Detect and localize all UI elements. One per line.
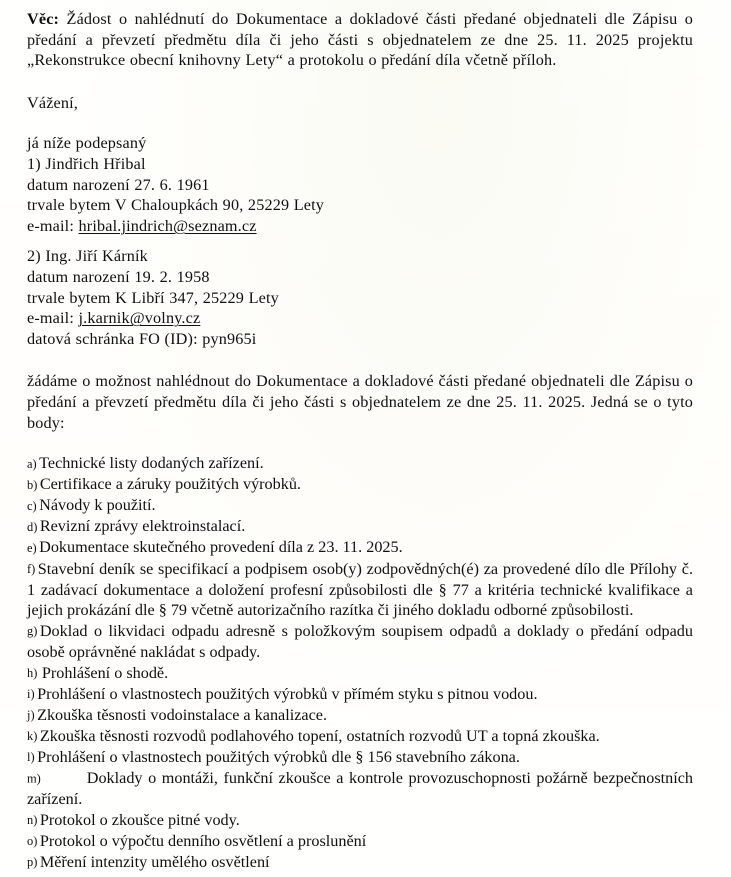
requested-documents-list xyxy=(27,453,693,873)
email-link[interactable]: hribal.jindrich@seznam.cz xyxy=(78,216,257,235)
list-marker: d) xyxy=(27,519,38,534)
list-item xyxy=(27,621,693,663)
list-item-text: Protokol o výpočtu denního osvětlení a proslunění xyxy=(39,831,367,850)
list-item xyxy=(27,537,693,558)
list-marker: o) xyxy=(27,834,38,849)
list-item xyxy=(27,453,693,474)
list-marker: i) xyxy=(27,687,35,702)
signatory-birthdate: datum narození 27. 6. 1961 xyxy=(27,175,210,194)
spacer xyxy=(27,113,693,133)
list-item-text: Doklad o likvidaci odpadu adresně s položkovým soupisem odpadů a doklady o předání odpadu osobě oprávněné nakládat s odpady. xyxy=(27,621,693,661)
list-marker: l) xyxy=(27,750,35,765)
list-item-text: Dokumentace skutečného provedení díla z 23. 11. 2025. xyxy=(39,538,403,557)
list-item xyxy=(27,516,693,537)
list-item-text: Revizní zprávy elektroinstalací. xyxy=(39,517,246,536)
signatory-birthdate: datum narození 19. 2. 1958 xyxy=(27,267,210,286)
list-marker: p) xyxy=(27,855,38,870)
signatory-block xyxy=(27,246,693,349)
list-item-text: Prohlášení o vlastnostech použitých výrobků dle § 156 stavebního zákona. xyxy=(37,747,520,766)
signatory-name: 1) Jindřich Hřibal xyxy=(27,154,146,173)
signatory-email-line xyxy=(27,308,693,329)
list-item xyxy=(27,474,693,495)
list-item xyxy=(27,852,693,873)
signatory-name: 2) Ing. Jiří Kárník xyxy=(27,247,148,266)
list-item xyxy=(27,705,693,726)
signatory-block xyxy=(27,133,693,236)
list-marker: j) xyxy=(27,708,35,723)
list-item-text: Návody k použití. xyxy=(39,496,156,515)
salutation: Vážení, xyxy=(27,93,79,112)
list-marker: a) xyxy=(27,456,37,471)
list-marker: n) xyxy=(27,813,38,828)
list-item xyxy=(27,747,693,768)
signatory-databox: datová schránka FO (ID): pyn965i xyxy=(27,329,257,348)
list-item xyxy=(27,495,693,516)
list-marker: k) xyxy=(27,729,38,744)
list-item xyxy=(27,559,693,621)
list-marker: e) xyxy=(27,540,37,555)
list-item xyxy=(27,831,693,852)
list-item-text: Technické listy dodaných zařízení. xyxy=(39,454,264,473)
spacer xyxy=(27,236,693,246)
spacer xyxy=(27,71,693,93)
signatory-address: trvale bytem K Libří 347, 25229 Lety xyxy=(27,288,279,307)
list-marker: f) xyxy=(27,562,36,577)
email-link[interactable]: j.karnik@volny.cz xyxy=(78,309,201,328)
list-item-text: Doklady o montáži, funkční zkoušce a kontrole provozuschopnosti požárně bezpečnostních zařízení. xyxy=(27,769,693,809)
list-item-text: Stavební deník se specifikací a podpisem osob(y) zodpovědných(é) za provedené dílo dle Přílohy č. 1 zadávací dokumentace a doložení profesní způsobilosti dle § 77 a kritéria technické kvalifikace a jejich prokázání dle § 79 včetně autorizačního razítka či jiného dokladu odborné způsobilosti. xyxy=(27,559,693,620)
list-item-text: Prohlášení o shodě. xyxy=(41,663,169,682)
list-item-text: Zkouška těsnosti rozvodů podlahového topení, ostatních rozvodů UT a topná zkouška. xyxy=(39,726,600,745)
list-item-text: Zkouška těsnosti vodoinstalace a kanalizace. xyxy=(37,705,327,724)
spacer xyxy=(27,349,693,371)
list-marker: b) xyxy=(27,477,38,492)
list-item xyxy=(27,768,693,810)
subject-label: Věc: xyxy=(27,10,60,28)
list-item-text: Certifikace a záruky použitých výrobků. xyxy=(39,475,301,494)
list-item xyxy=(27,663,693,684)
list-item xyxy=(27,810,693,831)
subject-line xyxy=(27,9,693,71)
spacer xyxy=(27,433,693,453)
list-marker: g) xyxy=(27,624,38,639)
list-marker: m) xyxy=(27,771,41,786)
list-item-text: Prohlášení o vlastnostech použitých výrobků v přímém styku s pitnou vodou. xyxy=(37,684,538,703)
email-label: e-mail: xyxy=(27,216,79,235)
email-label: e-mail: xyxy=(27,309,79,328)
list-marker: c) xyxy=(27,498,37,513)
signatory-email-line xyxy=(27,216,693,237)
list-item xyxy=(27,726,693,747)
subject-text: Žádost o nahlédnutí do Dokumentace a dokladové části předané objednateli dle Zápisu o předání a převzetí předmětu díla či jeho části s objednatelem ze dne 25. 11. 2025 projektu „Rekonstrukce obecní knihovny Lety“ a protokolu o předání díla včetně příloh. xyxy=(27,10,693,70)
list-item xyxy=(27,684,693,705)
list-marker: h) xyxy=(27,666,38,681)
request-paragraph: žádáme o možnost nahlédnout do Dokumentace a dokladové části předané objednateli dle Zápisu o předání a převzetí předmětu díla či jeho části s objednatelem ze dne 25. 11. 2025. Jedná se o tyto body: xyxy=(27,372,693,432)
list-item-text: Protokol o zkoušce pitné vody. xyxy=(39,810,240,829)
list-item-text: Měření intenzity umělého osvětlení xyxy=(39,852,270,871)
signatory-address: trvale bytem V Chaloupkách 90, 25229 Lety xyxy=(27,196,325,215)
document-body xyxy=(27,9,693,873)
undersigned-intro: já níže podepsaný xyxy=(27,134,147,153)
